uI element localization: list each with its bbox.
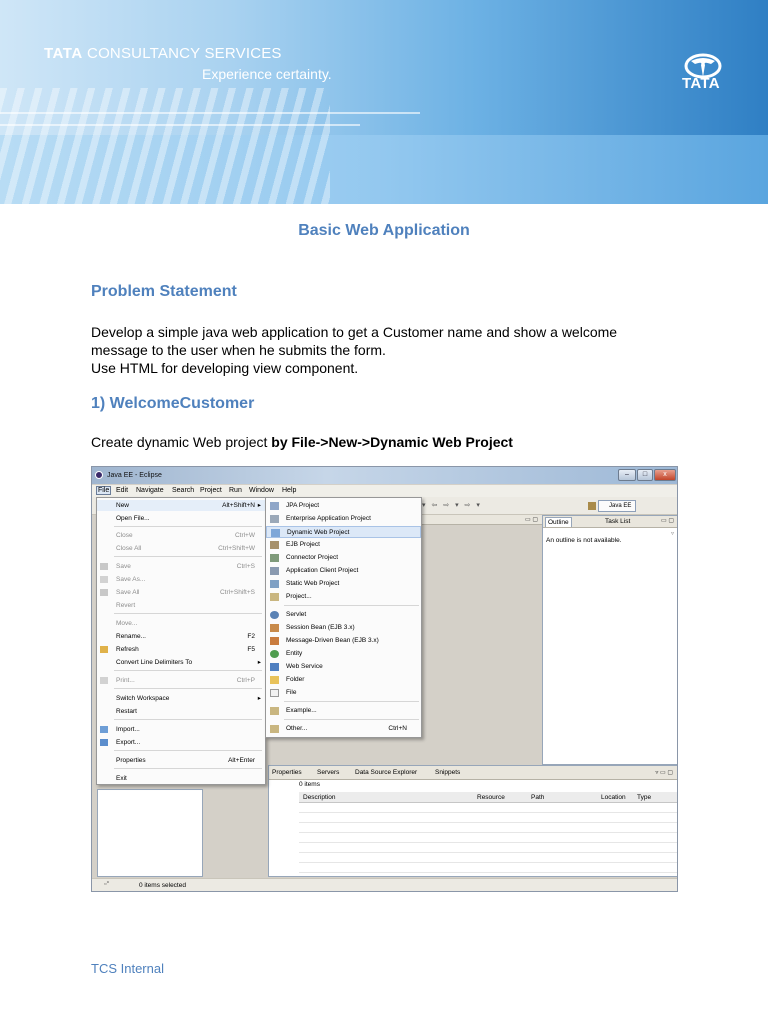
tab-snippets[interactable]: Snippets — [435, 769, 461, 776]
table-row — [299, 833, 677, 843]
refresh-icon — [100, 646, 108, 653]
minimize-button[interactable]: – — [618, 469, 636, 481]
tata-logo-wordmark: TATA — [682, 75, 720, 92]
menu-separator — [284, 719, 419, 720]
menu-separator — [284, 605, 419, 606]
menu-item-new[interactable]: New Alt+Shift+N ▸ — [97, 500, 265, 511]
static-web-project-icon — [270, 580, 279, 588]
menu-item-save-all[interactable]: Save All Ctrl+Shift+S — [97, 587, 265, 598]
table-header — [299, 792, 677, 803]
column-description[interactable]: Description — [303, 794, 336, 801]
tab-properties[interactable]: Properties — [272, 769, 302, 776]
table-row — [299, 823, 677, 833]
menu-item-close-all[interactable]: Close All Ctrl+Shift+W — [116, 545, 255, 552]
header-banner — [0, 0, 768, 204]
menu-project[interactable]: Project — [200, 487, 222, 494]
file-icon — [270, 689, 279, 697]
table-row — [299, 853, 677, 863]
column-path[interactable]: Path — [531, 794, 545, 801]
import-icon — [100, 726, 108, 733]
minimize-maximize-icon[interactable]: ▭ ▢ — [524, 517, 538, 523]
menu-separator — [114, 613, 262, 614]
table-row — [299, 813, 677, 823]
perspective-java-ee[interactable]: Java EE — [598, 500, 636, 512]
eclipse-screenshot — [91, 466, 678, 892]
menu-item-refresh[interactable]: Refresh F5 — [97, 644, 265, 655]
view-menu-icon[interactable]: ▿ — [670, 531, 674, 537]
window-title: Java EE - Eclipse — [107, 472, 162, 479]
submenu-item-project[interactable]: Project... — [266, 591, 421, 603]
export-icon — [100, 739, 108, 746]
menu-item-export[interactable]: Export... — [97, 737, 265, 748]
menu-item-import[interactable]: Import... — [97, 724, 265, 735]
column-resource[interactable]: Resource — [477, 794, 505, 801]
submenu-item-connector-project[interactable]: Connector Project — [266, 552, 421, 564]
menu-separator — [114, 750, 262, 751]
window-titlebar — [92, 467, 678, 484]
open-perspective-icon[interactable] — [588, 502, 596, 510]
web-project-icon — [271, 529, 280, 537]
submenu-arrow-icon: ▸ — [257, 502, 261, 509]
problem-text-line: Develop a simple java web application to get a Customer name and show a welcome — [91, 324, 618, 340]
menu-navigate[interactable]: Navigate — [136, 487, 164, 494]
markers-table — [299, 792, 677, 873]
submenu-item-other[interactable]: Other... Ctrl+N — [266, 723, 421, 735]
submenu-item-file[interactable]: File — [266, 687, 421, 699]
menu-item-convert-line-delimiters[interactable]: Convert Line Delimiters To ▸ — [116, 659, 261, 666]
footer-classification: TCS Internal — [91, 961, 164, 976]
menu-item-save-as[interactable]: Save As... — [97, 574, 265, 585]
submenu-arrow-icon: ▸ — [257, 695, 261, 702]
menu-separator — [114, 768, 262, 769]
connector-project-icon — [270, 554, 279, 562]
project-explorer-panel — [97, 789, 203, 877]
save-icon — [100, 563, 108, 570]
instruction-text: Create dynamic Web project by File->New->Dynamic Web Project — [91, 434, 513, 450]
view-controls-icon[interactable]: ▭ ▢ — [660, 518, 674, 524]
submenu-item-folder[interactable]: Folder — [266, 674, 421, 686]
servlet-icon — [270, 611, 279, 619]
table-row — [299, 863, 677, 873]
menu-item-restart[interactable]: Restart — [116, 708, 137, 715]
menu-separator — [114, 526, 262, 527]
items-count: 0 items — [299, 781, 320, 788]
entity-icon — [270, 650, 279, 658]
problem-text-line: Use HTML for developing view component. — [91, 360, 359, 376]
project-icon — [270, 593, 279, 601]
menu-item-properties[interactable]: Properties Alt+Enter — [116, 757, 255, 764]
submenu-item-example[interactable]: Example... — [266, 705, 421, 717]
problem-text-line: message to the user when he submits the form. — [91, 342, 386, 358]
save-as-icon — [100, 576, 108, 583]
menu-separator — [284, 701, 419, 702]
menu-item-exit[interactable]: Exit — [116, 775, 127, 782]
web-service-icon — [270, 663, 279, 671]
other-wizard-icon — [270, 725, 279, 733]
view-controls-icon[interactable]: ▿ ▭ ▢ — [655, 770, 673, 776]
menu-item-rename[interactable]: Rename... F2 — [116, 633, 255, 640]
app-client-project-icon — [270, 567, 279, 575]
menu-bar — [92, 485, 678, 497]
file-menu — [96, 497, 266, 785]
submenu-item-message-driven-bean[interactable]: Message-Driven Bean (EJB 3.x) — [266, 635, 421, 647]
banner-stripes — [0, 88, 330, 204]
column-type[interactable]: Type — [637, 794, 652, 801]
close-button[interactable]: x — [654, 469, 676, 481]
folder-icon — [270, 676, 279, 684]
menu-item-revert[interactable]: Revert — [116, 602, 136, 609]
banner-line — [0, 112, 420, 114]
message-bean-icon — [270, 637, 279, 645]
example-icon — [270, 707, 279, 715]
new-submenu — [265, 497, 422, 738]
maximize-button[interactable]: □ — [637, 469, 653, 481]
submenu-item-dynamic-web-project[interactable]: Dynamic Web Project — [266, 526, 421, 538]
print-icon — [100, 677, 108, 684]
submenu-item-session-bean[interactable]: Session Bean (EJB 3.x) — [266, 622, 421, 634]
table-row — [299, 843, 677, 853]
status-icon: ▫° — [104, 881, 110, 888]
section-heading: 1) WelcomeCustomer — [91, 395, 255, 412]
banner-line — [0, 124, 360, 126]
tab-servers[interactable]: Servers — [317, 769, 340, 776]
submenu-item-web-service[interactable]: Web Service — [266, 661, 421, 673]
tab-task-list[interactable]: Task List — [605, 518, 631, 525]
menu-file[interactable]: File — [98, 487, 110, 494]
bottom-tabbar — [269, 766, 677, 780]
problem-statement-heading: Problem Statement — [91, 283, 237, 300]
menu-item-save[interactable]: Save Ctrl+S — [97, 561, 265, 572]
tab-data-source-explorer[interactable]: Data Source Explorer — [355, 769, 418, 776]
menu-item-open-file[interactable]: Open File... — [116, 515, 150, 522]
menu-search[interactable]: Search — [172, 487, 195, 494]
document-title: Basic Web Application — [298, 222, 470, 239]
menu-separator — [114, 688, 262, 689]
submenu-item-ejb-project[interactable]: EJB Project — [266, 539, 421, 551]
menu-edit[interactable]: Edit — [116, 487, 129, 494]
menu-item-switch-workspace[interactable]: Switch Workspace ▸ — [116, 695, 261, 702]
problems-panel — [268, 765, 678, 877]
column-location[interactable]: Location — [601, 794, 626, 801]
table-row — [299, 803, 677, 813]
menu-item-print[interactable]: Print... Ctrl+P — [97, 675, 265, 686]
menu-run[interactable]: Run — [229, 487, 242, 494]
jpa-project-icon — [270, 502, 279, 510]
status-bar — [92, 878, 678, 892]
session-bean-icon — [270, 624, 279, 632]
save-all-icon — [100, 589, 108, 596]
menu-window[interactable]: Window — [249, 487, 274, 494]
submenu-item-jpa-project[interactable]: JPA Project — [266, 500, 421, 512]
toolbar-nav-icon[interactable]: ▾ ⇦ ⇨ ▾ ⇨ ▾ — [422, 502, 482, 509]
outline-tabbar — [543, 516, 677, 528]
eclipse-icon — [95, 471, 103, 479]
outline-view — [542, 515, 678, 765]
submenu-item-application-client-project[interactable]: Application Client Project — [266, 565, 421, 577]
submenu-item-static-web-project[interactable]: Static Web Project — [266, 578, 421, 590]
submenu-item-entity[interactable]: Entity — [266, 648, 421, 660]
ejb-project-icon — [270, 541, 279, 549]
menu-separator — [114, 670, 262, 671]
menu-item-close[interactable]: Close Ctrl+W — [116, 532, 255, 539]
menu-help[interactable]: Help — [282, 487, 297, 494]
company-tagline: Experience certainty. — [202, 66, 332, 82]
menu-separator — [114, 719, 262, 720]
submenu-item-servlet[interactable]: Servlet — [266, 609, 421, 621]
status-text: 0 items selected — [139, 882, 186, 889]
company-name: TATA CONSULTANCY SERVICES — [44, 45, 282, 62]
tab-outline[interactable]: Outline — [545, 517, 572, 527]
submenu-item-enterprise-application-project[interactable]: Enterprise Application Project — [266, 513, 421, 525]
outline-message: An outline is not available. — [546, 537, 622, 544]
menu-item-move[interactable]: Move... — [116, 620, 138, 627]
ear-project-icon — [270, 515, 279, 523]
menu-separator — [114, 556, 262, 557]
submenu-arrow-icon: ▸ — [257, 659, 261, 666]
